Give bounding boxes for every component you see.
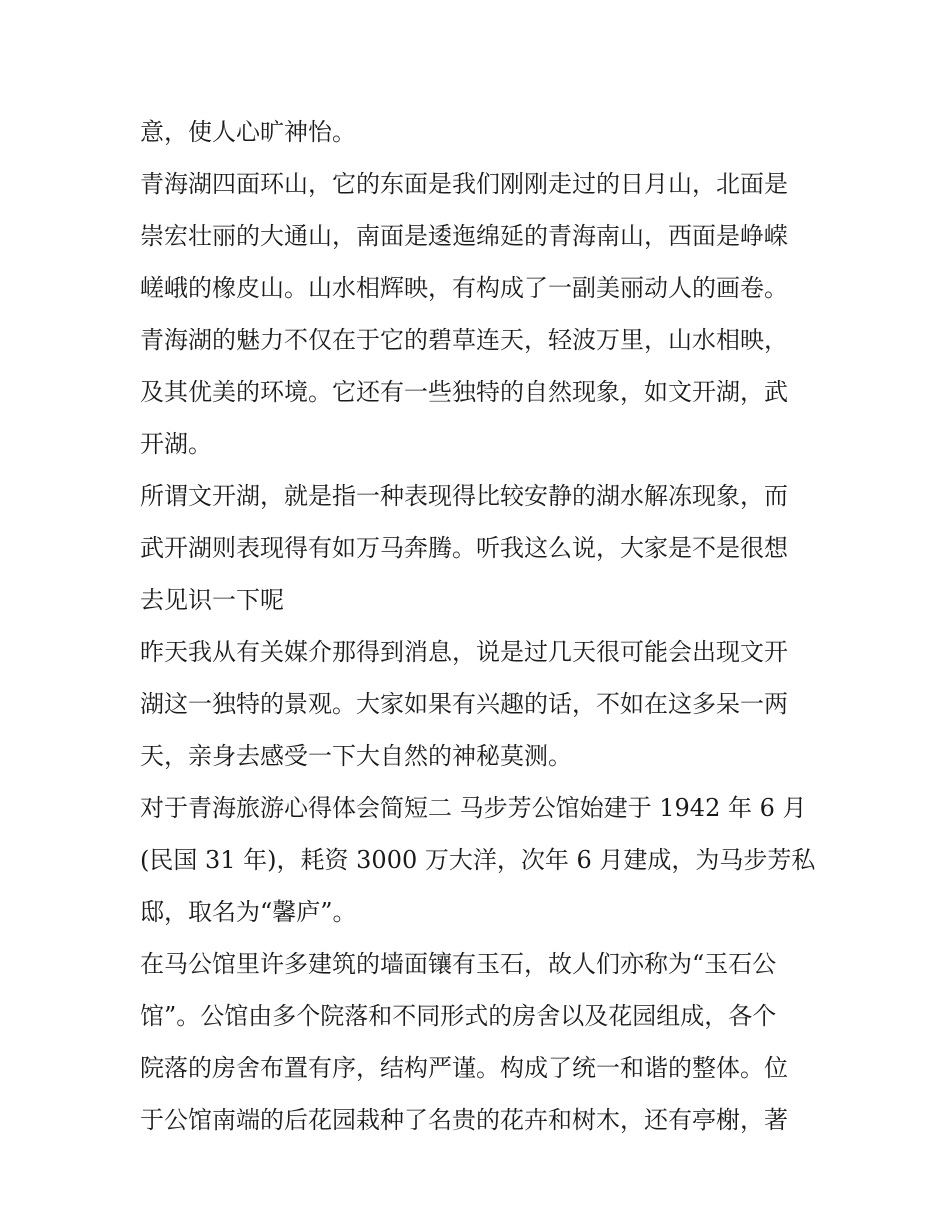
text-line: 馆”。公馆由多个院落和不同形式的房舍以及花园组成，各个 <box>140 1002 777 1030</box>
text-line: 意，使人心旷神怡。 <box>140 118 356 146</box>
text-line: 及其优美的环境。它还有一些独特的自然现象，如文开湖，武 <box>140 378 788 406</box>
paragraph-5 <box>140 626 815 782</box>
text-line: 邸，取名为“馨庐”。 <box>140 898 357 926</box>
text-line: 于公馆南端的后花园栽种了名贵的花卉和树木，还有亭榭，著 <box>140 1106 788 1134</box>
text-line: 院落的房舍布置有序，结构严谨。构成了统一和谐的整体。位 <box>140 1054 788 1082</box>
text-line: 崇宏壮丽的大通山，南面是逶迤绵延的青海南山，西面是峥嵘 <box>140 222 788 250</box>
text-line: 武开湖则表现得有如万马奔腾。听我这么说，大家是不是很想 <box>140 534 788 562</box>
paragraph-6 <box>140 782 815 938</box>
text-line: 开湖。 <box>140 430 212 458</box>
text-line: 在马公馆里许多建筑的墙面镶有玉石，故人们亦称为“玉石公 <box>140 950 777 978</box>
text-line: 青海湖四面环山，它的东面是我们刚刚走过的日月山，北面是 <box>140 170 788 198</box>
text-line: 去见识一下呢 <box>140 586 284 614</box>
paragraph-7 <box>140 938 815 1146</box>
document-body <box>140 106 815 1146</box>
text-line: 所谓文开湖，就是指一种表现得比较安静的湖水解冻现象，而 <box>140 482 788 510</box>
paragraph-1 <box>140 106 815 158</box>
paragraph-2 <box>140 158 815 314</box>
text-line: 青海湖的魅力不仅在于它的碧草连天，轻波万里，山水相映， <box>140 326 788 354</box>
text-line: 嵯峨的橡皮山。山水相辉映，有构成了一副美丽动人的画卷。 <box>140 274 788 302</box>
paragraph-4 <box>140 470 815 626</box>
text-line: 对于青海旅游心得体会简短二 马步芳公馆始建于 1942 年 6 月 <box>140 794 807 822</box>
text-line: 昨天我从有关媒介那得到消息，说是过几天很可能会出现文开 <box>140 638 788 666</box>
text-line: (民国 31 年)，耗资 3000 万大洋，次年 6 月建成，为马步芳私 <box>140 846 816 874</box>
paragraph-3 <box>140 314 815 470</box>
text-line: 湖这一独特的景观。大家如果有兴趣的话，不如在这多呆一两 <box>140 690 788 718</box>
text-line: 天，亲身去感受一下大自然的神秘莫测。 <box>140 742 572 770</box>
